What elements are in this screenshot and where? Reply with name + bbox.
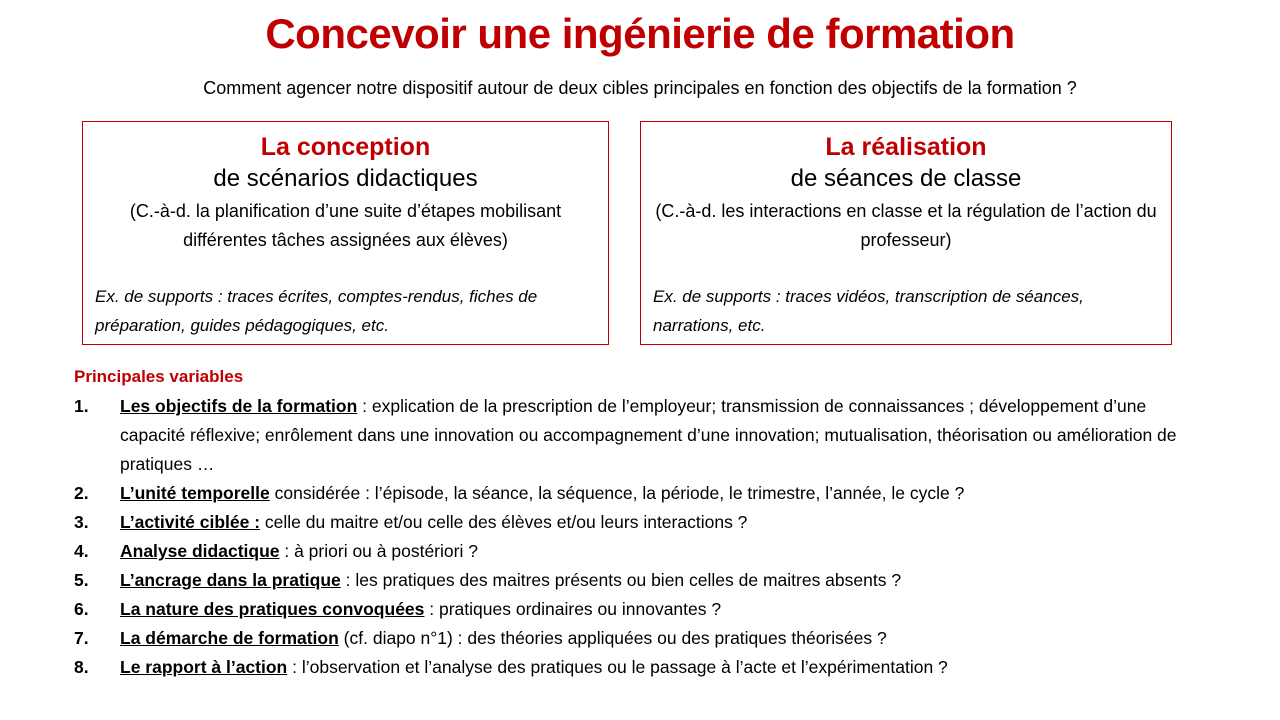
item-number: 1.: [74, 396, 89, 416]
item-number: 5.: [74, 570, 89, 590]
item-text: : les pratiques des maitres présents ou bien celles de maitres absents ?: [340, 570, 902, 590]
slide-subtitle: Comment agencer notre dispositif autour de deux cibles principales en fonction des objectifs de la formation ?: [203, 78, 1077, 98]
box-example: Ex. de supports : traces vidéos, transcription de séances, narrations, etc.: [653, 287, 1084, 335]
item-number: 7.: [74, 628, 89, 648]
item-text: : à priori ou à postériori ?: [279, 541, 478, 561]
item-number: 2.: [74, 483, 89, 503]
item-number: 8.: [74, 657, 89, 677]
item-text: : explication de la prescription de l’employeur; transmission de connaissances ; développement d’une capacité réflexive; enrôlement dans une innovation ou accompagnement d’une innovation; mutualisation, théorisation ou amélioration de pratiques …: [120, 396, 1177, 474]
item-term: Le rapport à l’action: [120, 657, 288, 677]
box-heading: La réalisation: [825, 133, 987, 161]
item-text: celle du maitre et/ou celle des élèves et/ou leurs interactions ?: [260, 512, 748, 532]
item-term: L’unité temporelle: [120, 483, 270, 503]
item-number: 4.: [74, 541, 89, 561]
variables-list: [74, 392, 1194, 682]
list-item: [74, 392, 1194, 479]
slide-title: Concevoir une ingénierie de formation: [265, 10, 1015, 57]
list-item: [74, 595, 1194, 624]
item-number: 6.: [74, 599, 89, 619]
list-item: [74, 537, 1194, 566]
box-description: (C.-à-d. les interactions en classe et la régulation de l’action du professeur): [655, 201, 1157, 250]
item-term: La démarche de formation: [120, 628, 339, 648]
item-term: Analyse didactique: [120, 541, 280, 561]
box-description: (C.-à-d. la planification d’une suite d’étapes mobilisant différentes tâches assignées aux élèves): [129, 201, 562, 250]
item-term: La nature des pratiques convoquées: [120, 599, 425, 619]
box-example: Ex. de supports : traces écrites, comptes-rendus, fiches de préparation, guides pédagogiques, etc.: [95, 287, 538, 335]
list-item: [74, 508, 1194, 537]
item-term: Les objectifs de la formation: [120, 396, 358, 416]
item-number: 3.: [74, 512, 89, 532]
item-text: : pratiques ordinaires ou innovantes ?: [424, 599, 722, 619]
item-text: (cf. diapo n°1) : des théories appliquées ou des pratiques théorisées ?: [338, 628, 887, 648]
realisation-box: [640, 121, 1172, 345]
item-text: considérée : l’épisode, la séance, la séquence, la période, le trimestre, l’année, le cycle ?: [269, 483, 965, 503]
list-item: [74, 653, 1194, 682]
list-item: [74, 566, 1194, 595]
box-subheading: de séances de classe: [790, 165, 1022, 192]
item-term: L’ancrage dans la pratique: [120, 570, 341, 590]
list-item: [74, 479, 1194, 508]
conception-box: [82, 121, 609, 345]
item-text: : l’observation et l’analyse des pratiques ou le passage à l’acte et l’expérimentation ?: [287, 657, 948, 677]
variables-title: Principales variables: [74, 367, 244, 386]
box-subheading: de scénarios didactiques: [213, 165, 478, 192]
item-term: L’activité ciblée :: [120, 512, 261, 532]
list-item: [74, 624, 1194, 653]
box-heading: La conception: [260, 133, 431, 161]
